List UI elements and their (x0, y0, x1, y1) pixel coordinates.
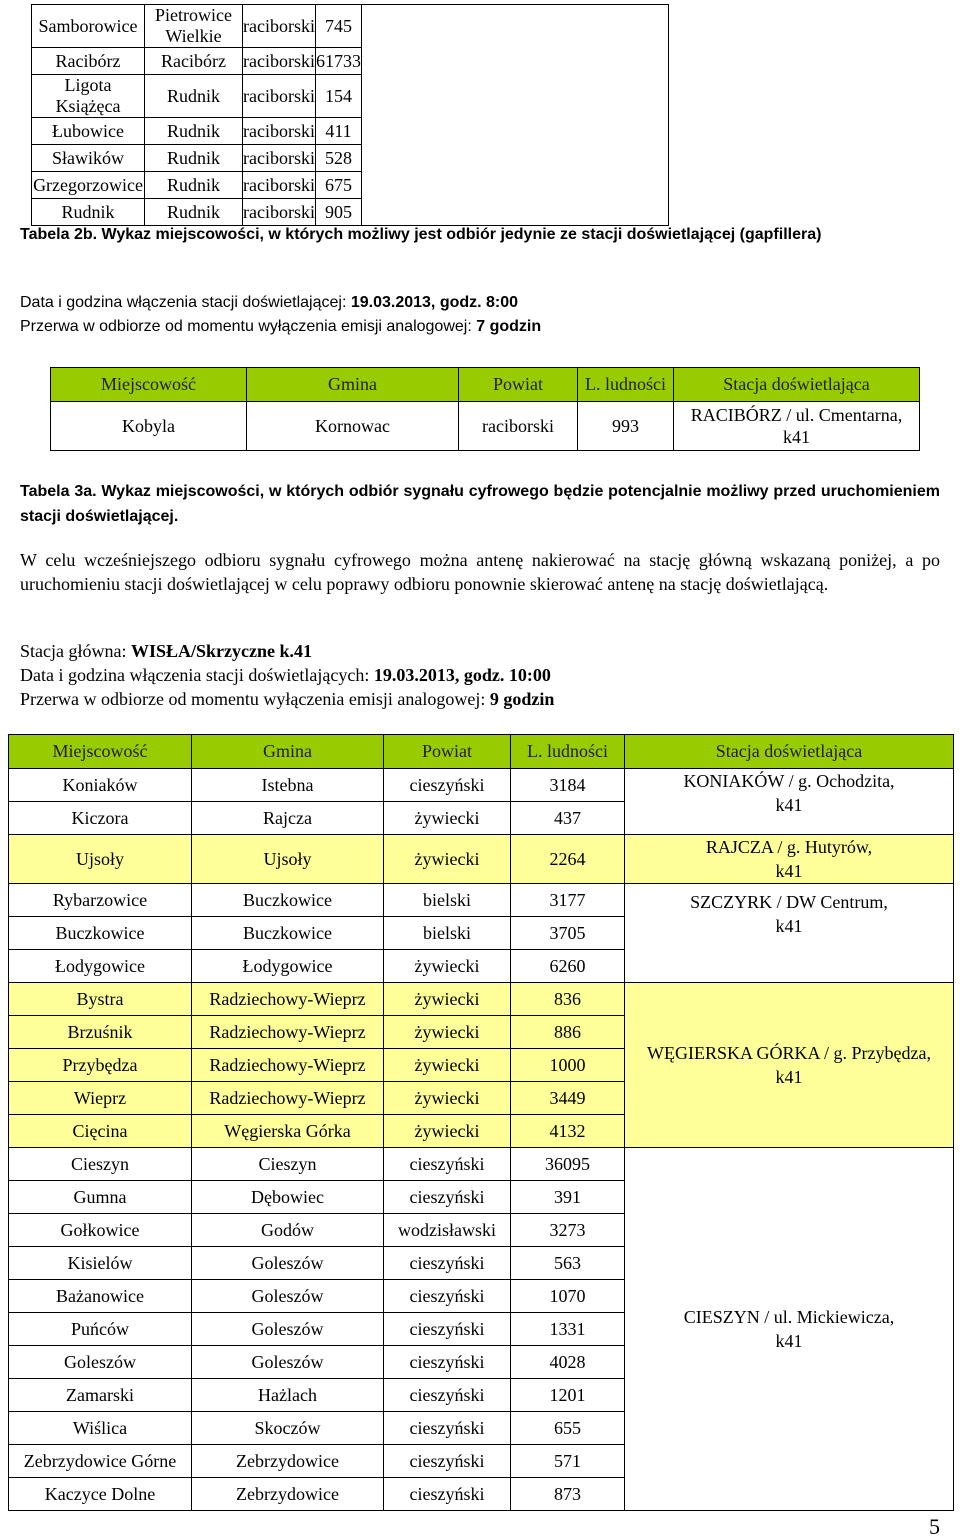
cell-population: 4132 (511, 1115, 625, 1148)
cell-station (625, 884, 954, 983)
cell-locality: Grzegorzowice (32, 172, 145, 199)
section-3a-paragraph: W celu wcześniejszego odbioru sygnału cyfrowego można antenę nakierować na stację główną wskazaną poniżej, a po uruchomieniu stacji doświetlającej w celu poprawy odbioru ponownie skierować antenę na stację doświetlającą. (20, 550, 940, 594)
cell-locality: Goleszów (9, 1346, 192, 1379)
cell-population: 154 (315, 75, 361, 118)
cell-district: cieszyński (384, 1379, 511, 1412)
cell-population: 563 (511, 1247, 625, 1280)
break-value: 9 godzin (489, 689, 555, 709)
cell-commune: Istebna (192, 769, 384, 802)
cell-district: cieszyński (384, 1280, 511, 1313)
cell-commune: Zebrzydowice (192, 1445, 384, 1478)
cell-district: cieszyński (384, 1445, 511, 1478)
cell-district: żywiecki (384, 950, 511, 983)
cell-commune: Kornowac (247, 402, 459, 451)
cell-district: raciborski (243, 48, 316, 75)
cell-commune: Rudnik (145, 75, 243, 118)
table-raciborski-continuation (31, 4, 669, 226)
main-station-label: Stacja główna: (20, 641, 127, 661)
cell-locality: Brzuśnik (9, 1016, 192, 1049)
table-row (51, 402, 920, 451)
cell-commune: Radziechowy-Wieprz (192, 1049, 384, 1082)
cell-commune: Rajcza (192, 802, 384, 835)
cell-population: 571 (511, 1445, 625, 1478)
cell-population: 4028 (511, 1346, 625, 1379)
cell-district: cieszyński (384, 1247, 511, 1280)
cell-population: 1070 (511, 1280, 625, 1313)
cell-station (625, 1148, 954, 1511)
cell-population: 3705 (511, 917, 625, 950)
cell-district: raciborski (243, 199, 316, 226)
cell-district: żywiecki (384, 1016, 511, 1049)
cell-locality: Rudnik (32, 199, 145, 226)
cell-locality: Samborowice (32, 5, 145, 48)
table-3a (8, 734, 954, 1511)
cell-commune: Dębowiec (192, 1181, 384, 1214)
cell-locality: Bażanowice (9, 1280, 192, 1313)
cell-commune: Zebrzydowice (192, 1478, 384, 1511)
cell-district: bielski (384, 917, 511, 950)
cell-locality: Koniaków (9, 769, 192, 802)
header-district: Powiat (384, 735, 511, 769)
cell-commune: Ujsoły (192, 835, 384, 884)
cell-locality: Przybędza (9, 1049, 192, 1082)
header-locality: Miejscowość (51, 368, 247, 402)
cell-locality: Ujsoły (9, 835, 192, 884)
cell-locality: Puńców (9, 1313, 192, 1346)
section-3a-title: Tabela 3a. Wykaz miejscowości, w których odbiór sygnału cyfrowego będzie potencjalnie możliwy przed uruchomieniem stacji doświetlającej. (20, 483, 940, 525)
cell-population: 391 (511, 1181, 625, 1214)
cell-district: raciborski (243, 172, 316, 199)
cell-commune: Skoczów (192, 1412, 384, 1445)
section-3a-break (20, 688, 940, 710)
cell-commune: Goleszów (192, 1346, 384, 1379)
cell-commune: Goleszów (192, 1313, 384, 1346)
date-value: 19.03.2013, godz. 10:00 (373, 665, 551, 685)
cell-population: 886 (511, 1016, 625, 1049)
cell-commune: Rudnik (145, 199, 243, 226)
cell-district: żywiecki (384, 1115, 511, 1148)
cell-commune: Buczkowice (192, 884, 384, 917)
cell-station (625, 983, 954, 1148)
cell-locality: Wiślica (9, 1412, 192, 1445)
header-locality: Miejscowość (9, 735, 192, 769)
main-station-line (20, 640, 940, 662)
cell-population: 3177 (511, 884, 625, 917)
cell-district: raciborski (243, 75, 316, 118)
cell-population: 993 (578, 402, 674, 451)
cell-commune: Radziechowy-Wieprz (192, 1016, 384, 1049)
cell-population: 1201 (511, 1379, 625, 1412)
cell-commune: Pietrowice Wielkie (145, 5, 243, 48)
cell-locality: Kaczyce Dolne (9, 1478, 192, 1511)
cell-population: 411 (315, 118, 361, 145)
cell-locality: Kiczora (9, 802, 192, 835)
cell-locality: Zebrzydowice Górne (9, 1445, 192, 1478)
page-number: 5 (929, 1514, 940, 1539)
cell-station (674, 402, 920, 451)
station-line2: k41 (783, 427, 810, 447)
cell-commune: Goleszów (192, 1247, 384, 1280)
station-line1: RAJCZA / g. Hutyrów, (705, 837, 873, 857)
section-2b-title: Tabela 2b. Wykaz miejscowości, w których możliwy jest odbiór jedynie ze stacji doświetlającej (gapfillera) (20, 226, 822, 243)
cell-locality: Racibórz (32, 48, 145, 75)
station-line2: k41 (775, 916, 803, 936)
table-header-row (9, 735, 954, 769)
cell-locality: Ligota Książęca (32, 75, 145, 118)
cell-district: raciborski (243, 118, 316, 145)
cell-district: żywiecki (384, 835, 511, 884)
cell-district: cieszyński (384, 769, 511, 802)
cell-commune: Radziechowy-Wieprz (192, 1082, 384, 1115)
cell-locality: Cieszyn (9, 1148, 192, 1181)
cell-district: cieszyński (384, 1346, 511, 1379)
cell-district: raciborski (459, 402, 578, 451)
cell-population: 675 (315, 172, 361, 199)
cell-population: 836 (511, 983, 625, 1016)
cell-district: wodzisławski (384, 1214, 511, 1247)
station-line1: WĘGIERSKA GÓRKA / g. Przybędza, (647, 1043, 931, 1063)
break-label: Przerwa w odbiorze od momentu wyłączenia emisji analogowej: (20, 689, 486, 709)
cell-locality: Kobyla (51, 402, 247, 451)
header-population: L. ludności (511, 735, 625, 769)
table-row (9, 1148, 954, 1181)
header-station: Stacja doświetlająca (625, 735, 954, 769)
cell-population: 873 (511, 1478, 625, 1511)
cell-population: 1331 (511, 1313, 625, 1346)
cell-commune: Rudnik (145, 172, 243, 199)
cell-commune: Cieszyn (192, 1148, 384, 1181)
station-line1: RACIBÓRZ / ul. Cmentarna, (690, 405, 903, 425)
cell-district: żywiecki (384, 983, 511, 1016)
main-station-value: WISŁA/Skrzyczne k.41 (130, 641, 312, 661)
cell-population: 3449 (511, 1082, 625, 1115)
cell-commune: Węgierska Górka (192, 1115, 384, 1148)
cell-locality: Sławików (32, 145, 145, 172)
cell-district: raciborski (243, 145, 316, 172)
cell-population: 3184 (511, 769, 625, 802)
cell-commune: Rudnik (145, 118, 243, 145)
date-label: Data i godzina włączenia stacji doświetlających: (20, 665, 370, 685)
cell-population: 528 (315, 145, 361, 172)
station-line1: KONIAKÓW / g. Ochodzita, (683, 771, 895, 791)
station-line1: SZCZYRK / DW Centrum, (690, 892, 888, 912)
cell-locality: Bystra (9, 983, 192, 1016)
cell-district: żywiecki (384, 1049, 511, 1082)
cell-locality: Łodygowice (9, 950, 192, 983)
table-row (9, 884, 954, 917)
cell-station-empty (362, 5, 669, 226)
header-commune: Gmina (192, 735, 384, 769)
cell-district: cieszyński (384, 1313, 511, 1346)
cell-station (625, 769, 954, 835)
cell-population: 3273 (511, 1214, 625, 1247)
cell-commune: Buczkowice (192, 917, 384, 950)
cell-commune: Goleszów (192, 1280, 384, 1313)
cell-district: żywiecki (384, 802, 511, 835)
cell-station (625, 835, 954, 884)
table-header-row (51, 368, 920, 402)
header-station: Stacja doświetlająca (674, 368, 920, 402)
section-2b-date (20, 292, 940, 314)
cell-locality: Wieprz (9, 1082, 192, 1115)
cell-population: 2264 (511, 835, 625, 884)
cell-commune: Radziechowy-Wieprz (192, 983, 384, 1016)
table-row (32, 5, 669, 48)
station-line1: CIESZYN / ul. Mickiewicza, (683, 1307, 895, 1327)
cell-commune: Rudnik (145, 145, 243, 172)
header-population: L. ludności (578, 368, 674, 402)
cell-population: 437 (511, 802, 625, 835)
break-label: Przerwa w odbiorze od momentu wyłączenia emisji analogowej: (20, 318, 472, 335)
cell-population: 655 (511, 1412, 625, 1445)
cell-locality: Buczkowice (9, 917, 192, 950)
date-value: 19.03.2013, godz. 8:00 (350, 294, 519, 311)
cell-commune: Hażlach (192, 1379, 384, 1412)
header-commune: Gmina (247, 368, 459, 402)
break-value: 7 godzin (476, 318, 542, 335)
cell-commune: Godów (192, 1214, 384, 1247)
cell-district: bielski (384, 884, 511, 917)
cell-locality: Gumna (9, 1181, 192, 1214)
cell-district: żywiecki (384, 1082, 511, 1115)
section-3a-date (20, 664, 940, 686)
cell-population: 36095 (511, 1148, 625, 1181)
cell-population: 905 (315, 199, 361, 226)
cell-population: 1000 (511, 1049, 625, 1082)
cell-district: cieszyński (384, 1478, 511, 1511)
cell-locality: Zamarski (9, 1379, 192, 1412)
station-line2: k41 (775, 861, 803, 881)
cell-district: cieszyński (384, 1148, 511, 1181)
station-line2: k41 (775, 795, 803, 815)
cell-locality: Łubowice (32, 118, 145, 145)
cell-district: cieszyński (384, 1412, 511, 1445)
table-2b (50, 367, 920, 451)
station-line2: k41 (775, 1331, 803, 1351)
cell-district: raciborski (243, 5, 316, 48)
cell-population: 6260 (511, 950, 625, 983)
cell-locality: Cięcina (9, 1115, 192, 1148)
table-row (9, 769, 954, 802)
cell-commune: Łodygowice (192, 950, 384, 983)
table-row (9, 835, 954, 884)
cell-population: 61733 (315, 48, 361, 75)
section-2b-break (20, 316, 940, 338)
date-label: Data i godzina włączenia stacji doświetlającej: (20, 294, 347, 311)
cell-locality: Rybarzowice (9, 884, 192, 917)
cell-commune: Racibórz (145, 48, 243, 75)
cell-locality: Gołkowice (9, 1214, 192, 1247)
cell-locality: Kisielów (9, 1247, 192, 1280)
header-district: Powiat (459, 368, 578, 402)
cell-population: 745 (315, 5, 361, 48)
table-row (9, 983, 954, 1016)
station-line2: k41 (775, 1067, 803, 1087)
cell-district: cieszyński (384, 1181, 511, 1214)
